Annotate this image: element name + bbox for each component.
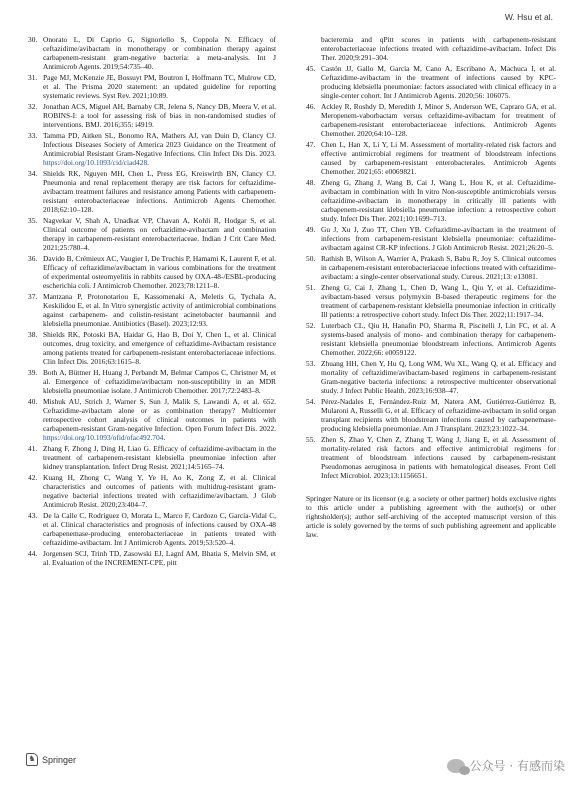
reference-text (43, 36, 276, 72)
reference-number: 39. (28, 368, 38, 378)
reference-item (28, 293, 276, 329)
reference-text (43, 103, 276, 130)
reference-number: 32. (28, 102, 38, 112)
reference-item (306, 322, 556, 358)
reference-number: 49. (306, 225, 316, 234)
reference-text (43, 398, 276, 443)
reference-text (321, 36, 556, 63)
reference-body: Shields RK, Nguyen MH, Chen L, Press EG, Kreiswirth BN, Clancy CJ. Pneumonia and renal replacement therapy are risk factors for ceftazidime-avibactam treatment failures and resistance among Patients with carbapenem-resistant enterobacteriaceae infections. Antimicrob Agents Chemother. 2018;62:10–128. (43, 169, 276, 214)
reference-number: 30. (28, 35, 38, 44)
reference-body: Jorgensen SCJ, Trinh TD, Zasowski EJ, Lagnf AM, Bhatia S, Melvin SM, et al. Evaluation of the INCREMENT-CPE, pitt (43, 549, 276, 568)
reference-item (306, 65, 556, 101)
reference-text (321, 436, 556, 481)
reference-text (321, 226, 556, 253)
reference-item (306, 398, 556, 434)
springer-logo (26, 753, 76, 766)
reference-number: 53. (306, 359, 316, 369)
reference-body: Rathish B, Wilson A, Warrier A, Prakash S, Babu R, Joy S. Clinical outcomes in carbapenem-resistant enterobacteriaceae infections treated with ceftazidime-avibactam: a single-center observational study. Cureus. 2021;13: e13081. (321, 254, 556, 281)
reference-body: Zheng G, Cai J, Zhang L, Chen D, Wang L, Qiu Y, et al. Ceftazidime-avibactam-based versus polymyxin B-based therapeutic regimens for the treatment of carbapenem-resistant klebsiella pneumoniae infection in critically Ill patients: a retrospective cohort study. Infect Dis Ther. 2022;11:1917–34. (321, 283, 556, 319)
reference-item (28, 512, 276, 548)
reference-text (321, 103, 556, 139)
running-header: W. Hsu et al. (504, 12, 553, 22)
reference-number: 43. (28, 511, 38, 521)
reference-number: 50. (306, 254, 316, 264)
reference-number: 34. (28, 169, 38, 179)
reference-body: Zhang F, Zhong J, Ding H, Liao G. Efficacy of ceftazidime-avibactam in the treatment of carbapenem-resistant klebsiella pneumoniae infection after kidney transplantation. Infect Drug Resist. 2021;14:5165–74. (43, 444, 276, 471)
reference-text (321, 360, 556, 396)
reference-body: Kuang H, Zhong C, Wang Y, Ye H, Ao K, Zong Z, et al. Clinical characteristics and outcomes of patients with multidrug-resistant gram-negative bacterial infections treated with ceftazidime/avibactam. J Glob Antimicrob Resist. 2020;23:404–7. (43, 473, 276, 509)
reference-number: 35. (28, 216, 38, 226)
reference-number: 48. (306, 178, 316, 188)
reference-text (43, 132, 276, 168)
reference-text (321, 141, 556, 177)
reference-number: 37. (28, 292, 38, 302)
reference-number: 55. (306, 435, 316, 445)
reference-text (321, 284, 556, 320)
reference-text (43, 217, 276, 253)
reference-body: Pérez-Nadales E, Fernández-Ruiz M, Natera AM, Gutiérrez-Gutiérrez B, Mularoni A, Russelli G, et al. Efficacy of ceftazidime-avibactam in solid organ transplant recipients with bloodstream infections caused by carbapenemase-producing klebsiella pneumoniae. Am J Transplant. 2023;23:1022–34. (321, 397, 556, 433)
references-right-column (306, 36, 556, 540)
reference-number: 42. (28, 473, 38, 483)
reference-text (43, 331, 276, 367)
reference-body: Both A, Büttner H, Huang J, Perbandt M, Belmar Campos C, Christner M, et al. Emergence of ceftazidime/avibactam non-susceptibility in an MDR klebsiella pneumoniae isolate. J Antimicrob Chemother. 2017;72:2483–8. (43, 368, 276, 395)
reference-item (28, 74, 276, 101)
reference-item (28, 255, 276, 291)
reference-number: 44. (28, 549, 38, 559)
reference-text (43, 74, 276, 101)
reference-item (28, 103, 276, 130)
reference-body: Mishuk AU, Strich J, Warner S, Sun J, Malik S, Lawandi A, et al. 652. Ceftazidime-avibactam alone or as combination therapy? Multicenter retrospective cohort analysis of clinical outcomes in patients with carbapenem-resistant Gram-negative Infection. Open Forum Infect Dis. 2022. (43, 397, 276, 433)
reference-item (28, 36, 276, 72)
reference-body: Jonathan ACS, Miguel AH, Barnaby CR, Jelena S, Nancy DB, Meera V, et al. ROBINS-I: a tool for assessing risk of bias in non-randomised studies of interventions. BMJ. 2016;355: i4919. (43, 102, 276, 129)
reference-number: 47. (306, 140, 316, 150)
reference-item (28, 445, 276, 472)
reference-number: 51. (306, 283, 316, 293)
reference-item (28, 369, 276, 396)
reference-number: 33. (28, 131, 38, 141)
wechat-icon (447, 759, 465, 773)
reference-item (28, 217, 276, 253)
reference-tail: . (163, 432, 166, 442)
reference-body: bacteremia and qPitt scores in patients with carbapenem-resistant enterobacteriaceae infections treated with ceftazidime-avibactam. Infect Dis Ther. 2020;9:291–304. (321, 35, 556, 62)
reference-body: Zhuang HH, Chen Y, Hu Q, Long WM, Wu XL, Wang Q, et al. Efficacy and mortality of ceftazidime/avibactam-based regimens in carbapenem-resistant Gram-negative bacteria infections: a retrospective multicenter observational study. J Infect Public Health. 2023;16:938–47. (321, 359, 556, 395)
reference-text (321, 179, 556, 224)
reference-item (306, 255, 556, 282)
springer-horse-icon: ♞ (26, 753, 38, 766)
reference-number: 46. (306, 102, 316, 112)
reference-text (43, 293, 276, 329)
reference-item (306, 226, 556, 253)
reference-number: 31. (28, 73, 38, 82)
reference-text (321, 398, 556, 434)
reference-text (321, 65, 556, 101)
publisher-note: Springer Nature or its licensor (e.g. a society or other partner) holds exclusive rights to this article under a publishing agreement with the author(s) or other rightsholder(s); author self-archiving of the accepted manuscript version of this article is solely governed by the terms of such publishing agreement and applicable law. (306, 493, 556, 539)
reference-body: Luterbach CL, Qiu H, Hanafin PO, Sharma R, Piscitelli J, Lin FC, et al. A systems-based analysis of mono- and combination therapy for carbapenem-resistant klebsiella pneumoniae bloodstream infections. Antimicrob Agents Chemother. 2022;66: e0059122. (321, 321, 556, 357)
reference-number: 36. (28, 254, 38, 264)
references-right-list (306, 36, 556, 481)
springer-wordmark: Springer (42, 754, 77, 765)
reference-text (43, 445, 276, 472)
reference-body: Page MJ, McKenzie JE, Bossuyt PM, Boutron I, Hoffmann TC, Mulrow CD, et al. The Prisma 2020 statement: an updated guideline for reporting systematic reviews. Syst Rev. 2021;10:89. (43, 73, 276, 100)
doi-link[interactable]: https://doi.org/10.1093/cid/ciad428 (43, 157, 148, 167)
reference-item (306, 141, 556, 177)
reference-number: 41. (28, 444, 38, 454)
reference-body: Castón JJ, Gallo M, García M, Cano A, Escribano A, Machuca I, et al. Ceftazidime-avibactam in the treatment of infections caused by KPC-producing klebsiella pneumoniae: factors associated with clinical efficacy in a single-center cohort. Int J Antimicrob Agents. 2020;56: 106075. (321, 64, 556, 100)
reference-body: Nagvekar V, Shah A, Unadkat VP, Chavan A, Kohli R, Hodgar S, et al. Clinical outcome of patients on ceftazidime-avibactam and combination therapy in carbapenem-resistant enterobacteriaceae. Indian J Crit Care Med. 2021;25:780–4. (43, 216, 276, 252)
watermark-text: 公众号 · 有感而染 (469, 759, 565, 773)
reference-item (306, 179, 556, 224)
reference-text (321, 255, 556, 282)
reference-body: Zheng G, Zhang J, Wang B, Cai J, Wang L, Hou K, et al. Ceftazidime-avibactam in combination with In vitro Non-susceptible antimicrobials versus ceftazidime-avibactam in monotherapy in critically ill patients with carbapenem-resistant klebsiella pneumoniae infection: a retrospective cohort study. Infect Dis Ther. 2021;10:1699–713. (321, 178, 556, 223)
reference-number: 45. (306, 64, 316, 74)
reference-body: Shields RK, Potoski BA, Haidar G, Hao B, Doi Y, Chen L, et al. Clinical outcomes, drug toxicity, and emergence of ceftazidime-Avibactam resistance among patients treated for carbapenem-resistant enterobacteriaceae infections. Clin Infect Dis. 2016;63:1615–8. (43, 330, 276, 366)
reference-tail: . (147, 157, 150, 167)
references-left-column (28, 36, 276, 570)
reference-item (28, 474, 276, 510)
reference-item (306, 436, 556, 481)
reference-body: Ackley R, Roshdy D, Meredith J, Minor S, Anderson WE, Capraro GA, et al. Meropenem-vaborbactam versus ceftazidime-avibactam for treatment of carbapenem-resistant enterobacteriaceae infections. Antimicrob Agents Chemother. 2020;64:10–128. (321, 102, 556, 138)
wechat-watermark (447, 757, 565, 774)
reference-text (43, 550, 276, 568)
reference-body: Gu J, Xu J, Zuo TT, Chen YB. Ceftazidime-avibactam in the treatment of infections from carbapenem-resistant klebsiella pneumoniae: ceftazidime-avibactam against CR-KP infections. J Glob Antimicrob Resist. 2021;26:20–5. (321, 225, 556, 252)
reference-item (28, 550, 276, 568)
reference-body: Chen L, Han X, Li Y, Li M. Assessment of mortality-related risk factors and effective antimicrobial regimens for treatment of bloodstream infections caused by carbapenem-resistant enterobacterales. Antimicrob Agents Chemother. 2021;65: e0069821. (321, 140, 556, 176)
reference-item (306, 360, 556, 396)
reference-item (306, 284, 556, 320)
reference-body: Tamma PD, Aitken SL, Bonomo RA, Mathers AJ, van Duin D, Clancy CJ. Infectious Diseases Society of America 2023 Guidance on the Treatment of Antimicrobial Resistant Gram-Negative Infections. Clin Infect Dis Dis. 2023. (43, 131, 276, 158)
reference-body: Mantzana P, Protonotariou E, Kassomenaki A, Meletis G, Tychala A, Keskilidou E, et al. In Vitro synergistic activity of antimicrobial combinations against carbapenem- and colistin-resistant acinetobacter baumannii and klebsiella pneumoniae. Antibiotics (Basel). 2023;12:93. (43, 292, 276, 328)
reference-body: De la Calle C, Rodríguez O, Morata L, Marco F, Cardozo C, García-Vidal C, et al. Clinical characteristics and prognosis of infections caused by OXA-48 carbapenemase-producing enterobacteriaceae in patients treated with ceftazidime-avibactam. Int J Antimicrob Agents. 2019;53:520–4. (43, 511, 276, 547)
reference-text (43, 369, 276, 396)
reference-text (43, 474, 276, 510)
reference-item (28, 132, 276, 168)
reference-text (43, 170, 276, 215)
reference-item (28, 331, 276, 367)
reference-number: 52. (306, 321, 316, 331)
reference-item (306, 103, 556, 139)
reference-number (306, 36, 321, 63)
reference-text (43, 255, 276, 291)
reference-item (306, 36, 556, 63)
reference-body: Zhen S, Zhao Y, Chen Z, Zhang T, Wang J, Jiang E, et al. Assessment of mortality-related risk factors and effective antimicrobial regimens for treatment of bloodstream infections caused by carbapenem-resistant Pseudomonas aeruginosa in patients with hematological diseases. Front Cell Infect Microbiol. 2023;13:1156651. (321, 435, 556, 480)
reference-text (321, 322, 556, 358)
reference-number: 38. (28, 330, 38, 340)
reference-item (28, 170, 276, 215)
doi-link[interactable]: https://doi.org/10.1093/ofid/ofac492.704 (43, 432, 164, 442)
reference-number: 54. (306, 397, 316, 407)
reference-text (43, 512, 276, 548)
reference-number: 40. (28, 397, 38, 407)
reference-body: Onorato L, Di Caprio G, Signoriello S, Coppola N. Efficacy of ceftazidime/avibactam in monotherapy or combination therapy against carbapenem-resistant gram-negative bacteria: a meta-analysis. Int J Antimicrob Agents. 2019;54:735–40. (43, 35, 276, 71)
reference-item (28, 398, 276, 443)
reference-body: Davido B, Crémieux AC, Vaugier I, De Truchis P, Hamami K, Laurent F, et al. Efficacy of ceftazidime/avibactam in various combinations for the treatment of experimental osteomyelitis in rabbits caused by OXA-48-/ESBL-producing escherichia coli. J Antimicrob Chemother. 2023;78:1211–8. (43, 254, 276, 290)
